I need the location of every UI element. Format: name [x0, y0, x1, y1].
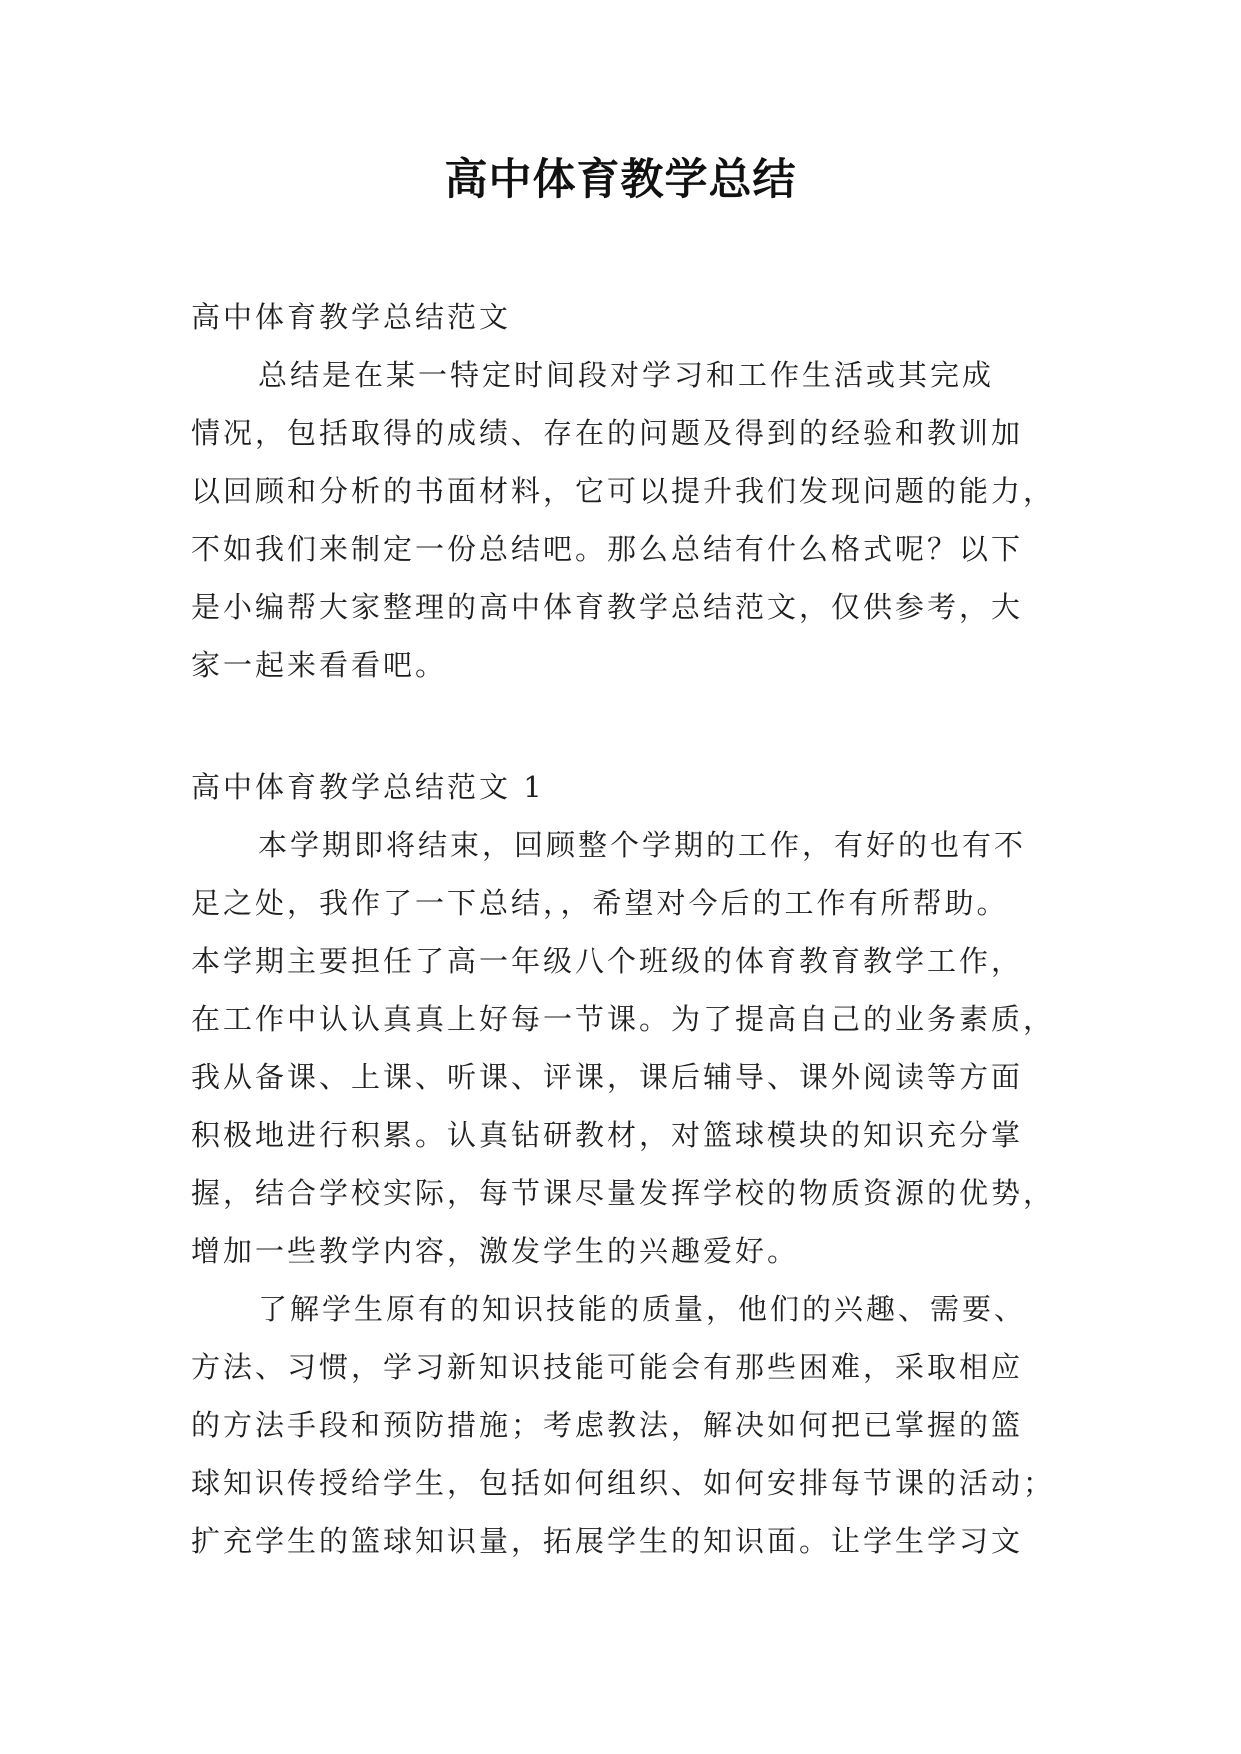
- paragraph-1-line: 增加一些教学内容，激发学生的兴趣爱好。: [191, 1234, 800, 1268]
- paragraph-1-line: 握，结合学校实际，每节课尽量发挥学校的物质资源的优势，: [191, 1176, 1056, 1210]
- intro-line: 总结是在某一特定时间段对学习和工作生活或其完成: [258, 358, 995, 392]
- paragraph-2-line: 的方法手段和预防措施；考虑教法，解决如何把已掌握的篮: [191, 1408, 1024, 1442]
- intro-line: 是小编帮大家整理的高中体育教学总结范文，仅供参考，大: [191, 590, 1024, 624]
- intro-line: 家一起来看看吧。: [191, 648, 448, 682]
- document-body: [191, 288, 1056, 1570]
- paragraph-1-line: 积极地进行积累。认真钻研教材，对篮球模块的知识充分掌: [191, 1118, 1024, 1152]
- document-title: 高中体育教学总结: [444, 155, 797, 205]
- section-1-subheading: 高中体育教学总结范文 1: [191, 770, 545, 804]
- paragraph-1-line: 本学期即将结束，回顾整个学期的工作，有好的也有不: [258, 828, 1027, 862]
- paragraph-2-line: 球知识传授给学生，包括如何组织、如何安排每节课的活动；: [191, 1466, 1056, 1500]
- paragraph-2-line: 方法、习惯，学习新知识技能可能会有那些困难，采取相应: [191, 1350, 1024, 1384]
- paragraph-1-line: 我从备课、上课、听课、评课，课后辅导、课外阅读等方面: [191, 1060, 1024, 1094]
- paragraph-2-line: 扩充学生的篮球知识量，拓展学生的知识面。让学生学习文: [191, 1524, 1024, 1558]
- paragraph-1-line: 在工作中认认真真上好每一节课。为了提高自己的业务素质，: [191, 1002, 1056, 1036]
- intro-line: 不如我们来制定一份总结吧。那么总结有什么格式呢？以下: [191, 532, 1024, 566]
- paragraph-2-line: 了解学生原有的知识技能的质量，他们的兴趣、需要、: [258, 1292, 1027, 1326]
- intro-line: 情况，包括取得的成绩、存在的问题及得到的经验和教训加: [191, 416, 1024, 450]
- intro-line: 以回顾和分析的书面材料，它可以提升我们发现问题的能力，: [191, 474, 1056, 508]
- paragraph-1-line: 足之处，我作了一下总结，，希望对今后的工作有所帮助。: [191, 886, 1009, 920]
- paragraph-1-line: 本学期主要担任了高一年级八个班级的体育教育教学工作，: [191, 944, 1024, 978]
- section-spacer: [191, 694, 1051, 758]
- intro-subheading: 高中体育教学总结范文: [191, 300, 512, 334]
